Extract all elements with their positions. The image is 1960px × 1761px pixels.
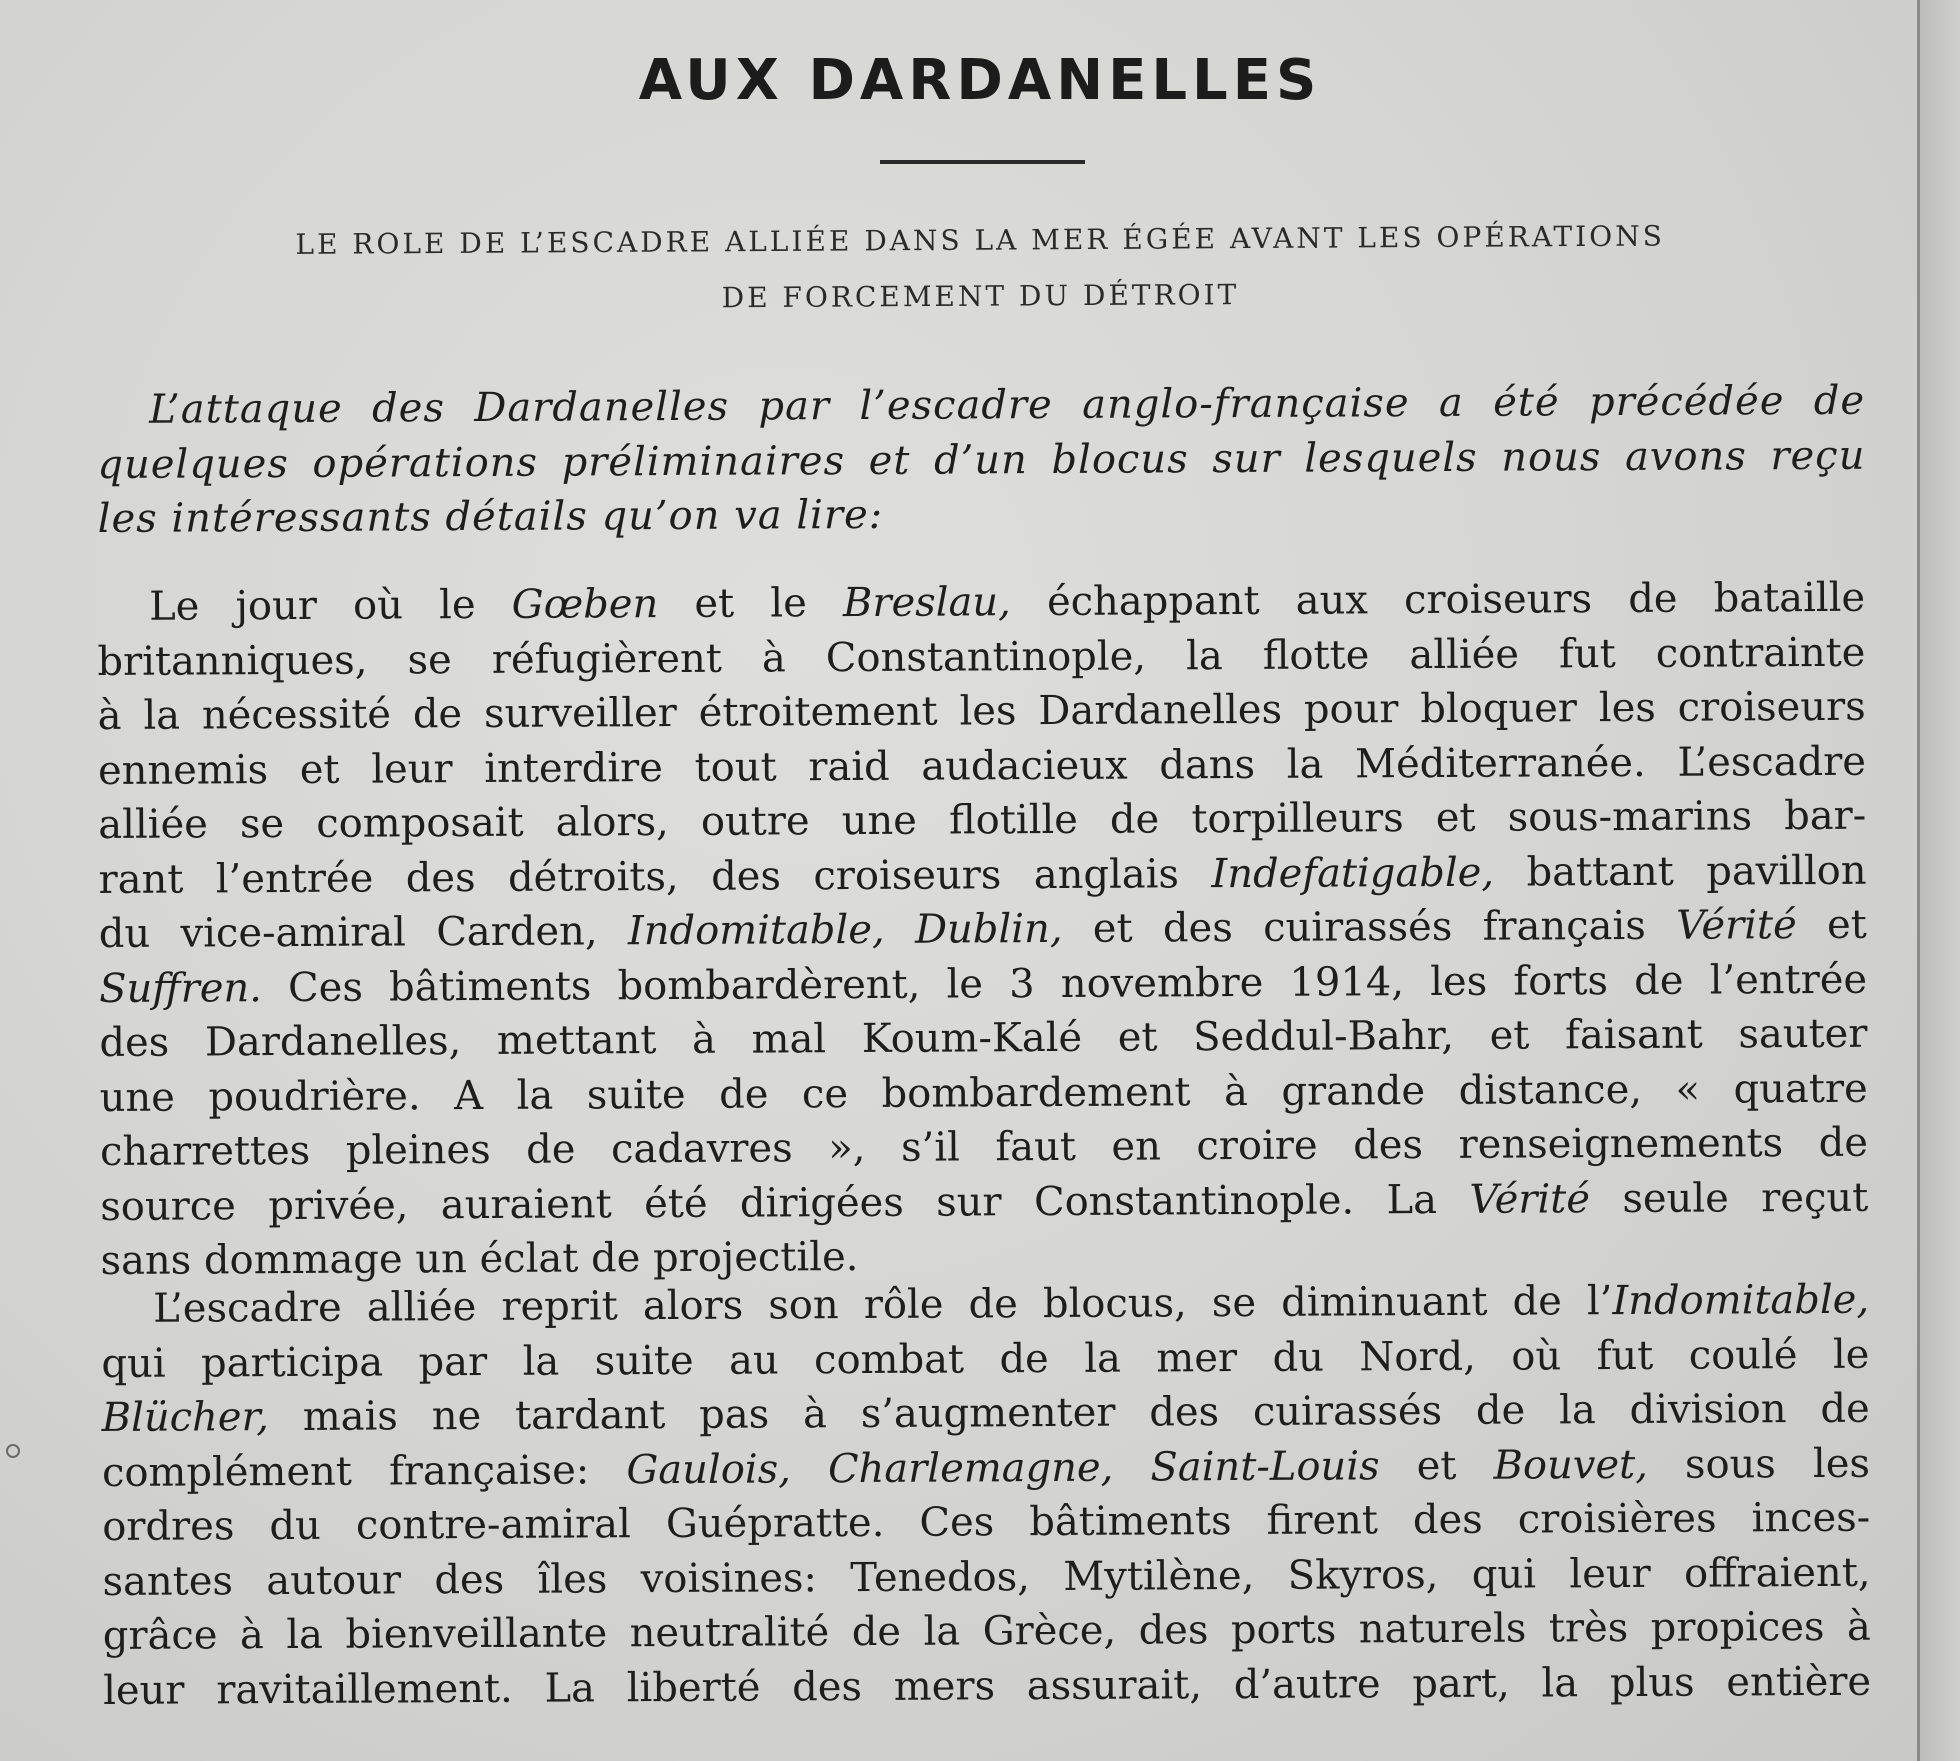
paragraph-2-line: grâce à la bienveillante neutralité de la Grèce, des ports naturels très propices à (102, 1603, 1871, 1659)
ship-name: Bouvet, (1493, 1441, 1648, 1489)
title-divider (880, 160, 1085, 164)
paragraph-2-line: santes autour des îles voisines: Tenedos, Mytilène, Skyros, qui leur offraient, (102, 1549, 1871, 1605)
intro-line-1: L’attaque des Dardanelles par l’escadre anglo-française a été précédée de (149, 377, 1866, 433)
text-run: Le jour où le (149, 581, 512, 630)
paragraph-2-line: ordres du contre-amiral Guépratte. Ces bâtiments firent des croisières inces- (102, 1494, 1871, 1550)
paragraph-1 (97, 571, 1869, 1289)
article-title: AUX DARDANELLES (638, 48, 1322, 113)
intro-line-3: les intéressants détails qu’on va lire: (97, 491, 884, 542)
paragraph-1-line: britanniques, se réfugièrent à Constantinople, la flotte alliée fut contrainte (97, 629, 1866, 685)
paragraph-1-line: à la nécessité de surveiller étroitement les Dardanelles pour bloquer les croiseurs (97, 683, 1866, 739)
text-run: sous les (1647, 1440, 1871, 1488)
text-run: source privée, auraient été dirigées sur Constantinople. La (100, 1176, 1470, 1230)
paragraph-2-line (102, 1382, 1870, 1446)
paragraph-2-line: qui participa par la suite au combat de la mer du Nord, où fut coulé le (101, 1331, 1870, 1387)
ship-name: Vérité (1469, 1175, 1591, 1223)
paragraph-1-line: une poudrière. A la suite de ce bombardement à grande distance, « quatre (99, 1065, 1868, 1121)
text-run: et (1379, 1442, 1494, 1489)
paragraph-1-line (97, 571, 1865, 635)
intro-paragraph (97, 374, 1866, 547)
paragraph-1-line (100, 1170, 1868, 1234)
text-run: et des cuirassés français (1062, 902, 1677, 952)
margin-ring-mark (6, 1444, 20, 1458)
text-run: battant pavillon (1493, 847, 1867, 896)
text-run: et le (658, 580, 844, 628)
text-run: échappant aux croiseurs de bataille (1010, 574, 1866, 626)
paragraph-1-line (98, 843, 1866, 907)
paragraph-1-line: des Dardanelles, mettant à mal Koum-Kalé et Seddul-Bahr, et faisant sauter (99, 1010, 1868, 1066)
paragraph-2-line: leur ravitaillement. La liberté des mers assurait, d’autre part, la plus entière (103, 1658, 1872, 1714)
ship-name: Breslau, (842, 579, 1011, 627)
paragraph-1-line (99, 952, 1867, 1016)
text-run: L’escadre alliée reprit alors son rôle de blocus, se diminuant de l’ (153, 1278, 1613, 1332)
paragraph-1-line: sans dommage un éclat de projectile. (100, 1234, 859, 1284)
subtitle-line-1: LE ROLE DE L’ESCADRE ALLIÉE DANS LA MER ÉGÉE AVANT LES OPÉRATIONS (295, 219, 1665, 261)
text-run: mais ne tardant pas à s’augmenter des cuirassés de la division de (268, 1385, 1870, 1441)
ship-name: Indomitable, (1612, 1276, 1870, 1325)
text-run: rant l’entrée des détroits, des croiseurs anglais (98, 850, 1212, 903)
intro-line-2: quelques opérations préliminaires et d’un blocus sur lesquels nous avons reçu (97, 432, 1866, 488)
paragraph-2-line (101, 1273, 1869, 1337)
paragraph-1-line (99, 898, 1867, 962)
paragraph-1-line: ennemis et leur interdire tout raid audacieux dans la Méditerranée. L’escadre (97, 738, 1867, 794)
ship-name: Indomitable, Dublin, (627, 905, 1063, 955)
ship-name: Gaulois, Charlemagne, Saint-Louis (626, 1442, 1380, 1493)
text-run: et (1796, 901, 1867, 949)
subtitle-line-2: DE FORCEMENT DU DÉTROIT (721, 278, 1240, 315)
paragraph-1-line: charrettes pleines de cadavres », s’il faut en croire des renseignements de (99, 1119, 1869, 1175)
paragraph-2 (101, 1273, 1871, 1718)
paragraph-2-line (102, 1436, 1870, 1500)
ship-name: Indefatigable, (1211, 849, 1495, 897)
text-run: Ces bâtiments bombardèrent, le 3 novembre 1914, les forts de l’entrée (261, 956, 1868, 1011)
paragraph-1-line: alliée se composait alors, outre une flotille de torpilleurs et sous-marins bar- (98, 792, 1867, 848)
article-subtitle (110, 207, 1851, 330)
text-run: seule reçut (1589, 1174, 1869, 1222)
ship-name: Suffren. (99, 964, 263, 1012)
page-margin (1920, 0, 1960, 1761)
text-run: du vice-amiral Carden, (98, 908, 629, 957)
ship-name: Vérité (1676, 902, 1797, 949)
ship-name: Blücher, (101, 1394, 270, 1441)
text-run: complément française: (101, 1446, 627, 1496)
ship-name: Gœben (511, 581, 659, 628)
